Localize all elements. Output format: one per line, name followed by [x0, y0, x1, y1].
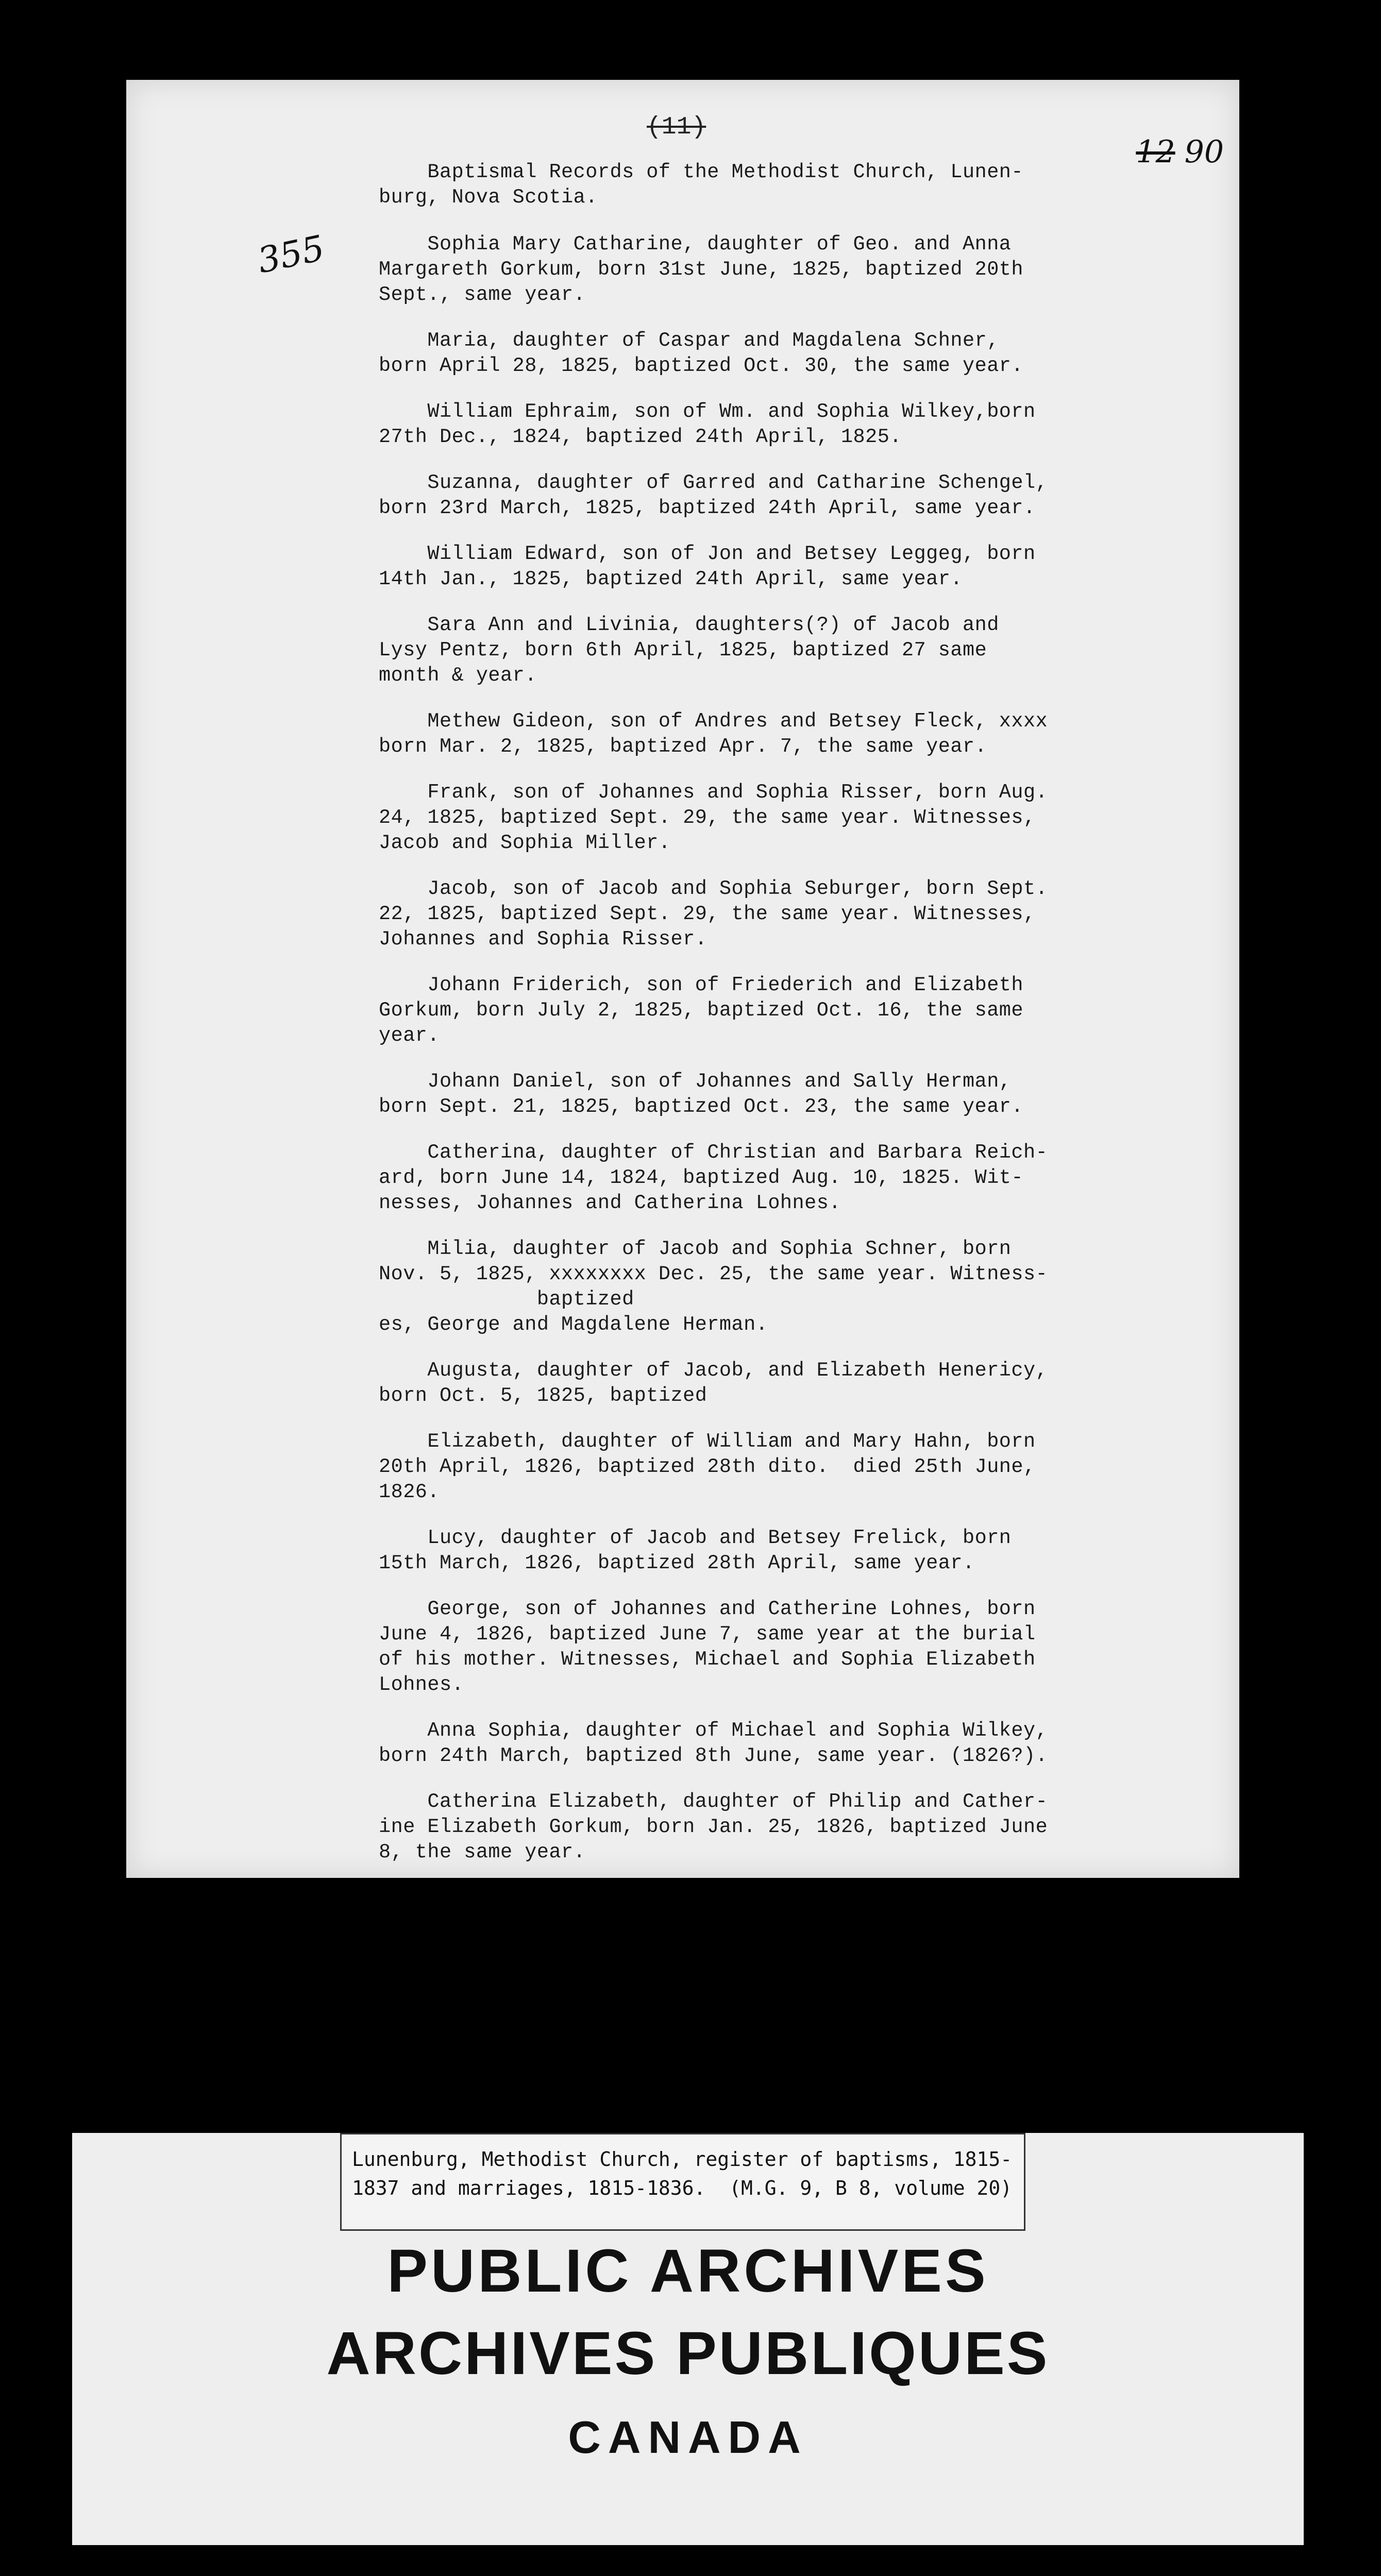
record-entry: Jacob, son of Jacob and Sophia Seburger, born Sept. 22, 1825, baptized Sept. 29, the same year. Witnesses, Johannes and Sophia Risser.	[379, 877, 1048, 951]
margin-note: 355	[254, 228, 328, 282]
record-entry: Elizabeth, daughter of William and Mary Hahn, born 20th April, 1826, baptized 28th dito. died 25th June, 1826.	[379, 1430, 1036, 1503]
record-entry: Frank, son of Johannes and Sophia Risser, born Aug. 24, 1825, baptized Sept. 29, the same year. Witnesses, Jacob and Sophia Miller.	[379, 781, 1048, 854]
record-entry: Maria, daughter of Caspar and Magdalena Schner, born April 28, 1825, baptized Oct. 30, the same year.	[379, 329, 1023, 377]
record-entry: Sara Ann and Livinia, daughters(?) of Jacob and Lysy Pentz, born 6th April, 1825, baptized 27 same month & year.	[379, 614, 999, 687]
document-page	[126, 80, 1239, 1878]
record-entry: Milia, daughter of Jacob and Sophia Schner, born Nov. 5, 1825, xxxxxxxx Dec. 25, the same year. Witness- baptized es, George and Magdalene Herman.	[379, 1238, 1048, 1336]
record-entry: Sophia Mary Catharine, daughter of Geo. and Anna Margareth Gorkum, born 31st June, 1825, baptized 20th Sept., same year.	[379, 233, 1023, 306]
page-number: (11)	[647, 113, 706, 141]
record-entry: Johann Friderich, son of Friederich and Elizabeth Gorkum, born July 2, 1825, baptized Oct. 16, the same year.	[379, 974, 1023, 1047]
stamp-canada: CANADA	[568, 2412, 808, 2463]
record-entry: Anna Sophia, daughter of Michael and Sophia Wilkey, born 24th March, baptized 8th June, same year. (1826?).	[379, 1719, 1048, 1767]
record-entry: Johann Daniel, son of Johannes and Sally Herman, born Sept. 21, 1825, baptized Oct. 23, the same year.	[379, 1070, 1023, 1118]
baptismal-records	[379, 160, 1275, 1886]
folio-new: 90	[1184, 134, 1224, 170]
record-entry: Suzanna, daughter of Garred and Catharine Schengel, born 23rd March, 1825, baptized 24th April, same year.	[379, 471, 1048, 519]
citation-text: Lunenburg, Methodist Church, register of baptisms, 1815- 1837 and marriages, 1815-1836. (M.G. 9, B 8, volume 20)	[352, 2148, 1013, 2199]
record-entry: William Ephraim, son of Wm. and Sophia Wilkey,born 27th Dec., 1824, baptized 24th April, 1825.	[379, 400, 1036, 448]
citation-label	[340, 2133, 1025, 2231]
archive-card	[72, 2133, 1304, 2545]
folio-old: 12	[1136, 134, 1175, 170]
record-entry: Catherina Elizabeth, daughter of Philip and Cather- ine Elizabeth Gorkum, born Jan. 25, 1826, baptized June 8, the same year.	[379, 1790, 1048, 1863]
record-title: Baptismal Records of the Methodist Church, Lunen- burg, Nova Scotia.	[379, 161, 1023, 209]
stamp-archives-publiques: ARCHIVES PUBLIQUES	[326, 2319, 1050, 2387]
record-entry: Catherina, daughter of Christian and Barbara Reich- ard, born June 14, 1824, baptized Aug. 10, 1825. Wit- nesses, Johannes and Catherina Lohnes.	[379, 1141, 1048, 1214]
record-entry: Lucy, daughter of Jacob and Betsey Frelick, born 15th March, 1826, baptized 28th April, same year.	[379, 1527, 1012, 1574]
record-entry: William Edward, son of Jon and Betsey Leggeg, born 14th Jan., 1825, baptized 24th April, same year.	[379, 543, 1036, 590]
record-entry: Methew Gideon, son of Andres and Betsey Fleck, xxxx born Mar. 2, 1825, baptized Apr. 7, the same year.	[379, 710, 1048, 758]
stamp-public-archives: PUBLIC ARCHIVES	[387, 2237, 989, 2305]
record-entry: George, son of Johannes and Catherine Lohnes, born June 4, 1826, baptized June 7, same year at the burial of his mother. Witnesses, Michael and Sophia Elizabeth Lohnes.	[379, 1598, 1036, 1696]
record-entry: Augusta, daughter of Jacob, and Elizabeth Henericy, born Oct. 5, 1825, baptized	[379, 1359, 1048, 1407]
